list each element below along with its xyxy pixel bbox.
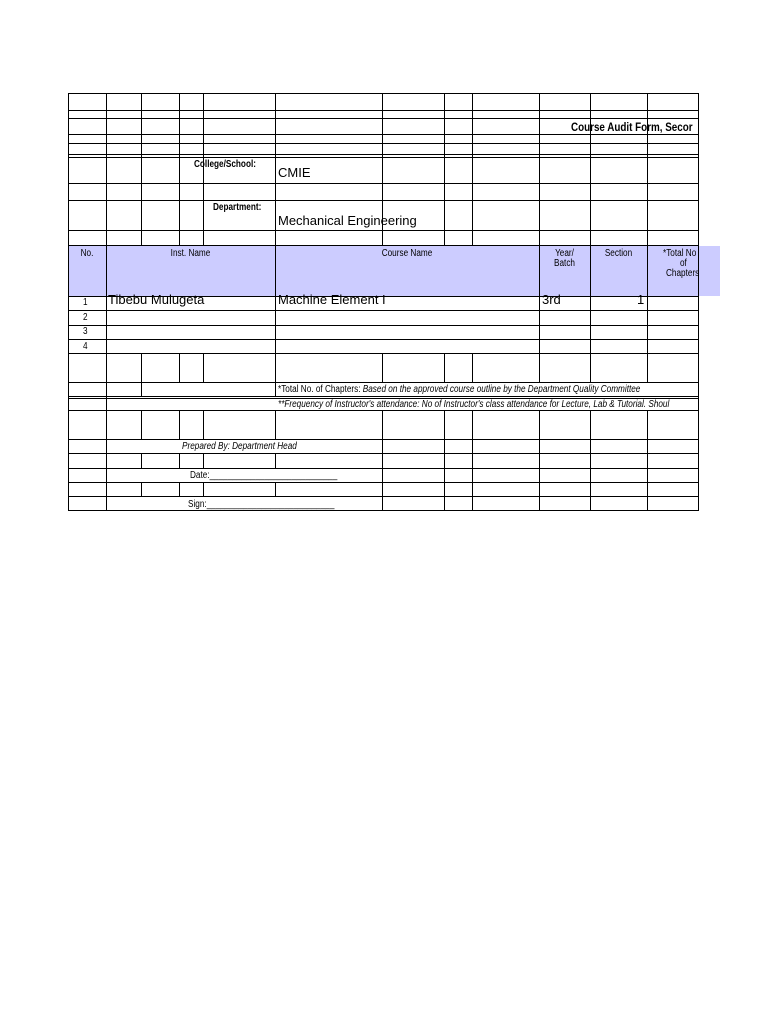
grid-vline — [141, 353, 142, 382]
grid-hline — [68, 183, 699, 184]
grid-vline — [698, 382, 699, 410]
row-1-inst-name: Tibebu Mulugeta — [108, 292, 205, 307]
grid-vline — [590, 453, 591, 468]
grid-vline — [179, 93, 180, 245]
grid-vline — [68, 453, 69, 468]
grid-vline — [539, 93, 540, 245]
grid-vline — [106, 382, 107, 410]
grid-vline — [647, 453, 648, 468]
grid-vline — [382, 439, 383, 453]
header-chapters-line1: *Total No — [663, 248, 697, 259]
date-field — [190, 470, 337, 481]
grid-vline — [203, 453, 204, 468]
grid-vline — [539, 468, 540, 482]
grid-vline — [647, 468, 648, 482]
grid-vline — [590, 93, 591, 245]
college-value: CMIE — [278, 165, 311, 180]
note-chapters — [278, 384, 640, 395]
grid-vline — [444, 453, 445, 468]
grid-vline — [179, 482, 180, 496]
grid-hline — [68, 245, 699, 246]
grid-vline — [698, 245, 699, 353]
grid-vline — [444, 93, 445, 245]
grid-vline — [698, 93, 699, 245]
grid-vline — [472, 468, 473, 482]
grid-vline — [179, 410, 180, 439]
grid-hline — [68, 510, 699, 511]
grid-vline — [698, 482, 699, 496]
grid-vline — [647, 410, 648, 439]
grid-hline — [68, 410, 699, 411]
header-section: Section — [604, 248, 633, 259]
grid-hline — [68, 353, 699, 354]
grid-hline — [68, 310, 699, 311]
department-label: Department: — [213, 202, 262, 213]
grid-vline — [68, 245, 69, 353]
form-title: Course Audit Form, Secor — [571, 120, 693, 134]
grid-vline — [444, 439, 445, 453]
note-chapters-prefix: *Total No. of Chapters: — [278, 384, 361, 395]
grid-vline — [698, 453, 699, 468]
grid-vline — [698, 496, 699, 510]
grid-vline — [444, 468, 445, 482]
grid-vline — [275, 353, 276, 382]
grid-vline — [68, 482, 69, 496]
sign-field — [188, 499, 334, 510]
grid-hline — [68, 154, 699, 155]
grid-hline — [68, 339, 699, 340]
row-3-no: 3 — [83, 326, 88, 337]
date-label: Date: — [190, 470, 210, 481]
grid-vline — [382, 410, 383, 439]
grid-hline — [68, 453, 699, 454]
row-1-section: 1 — [637, 292, 645, 307]
grid-vline — [698, 353, 699, 382]
grid-vline — [68, 93, 69, 245]
grid-vline — [275, 93, 276, 245]
department-value: Mechanical Engineering — [278, 213, 417, 228]
grid-vline — [444, 410, 445, 439]
grid-vline — [472, 410, 473, 439]
grid-vline — [106, 245, 107, 353]
grid-hline — [68, 382, 699, 383]
grid-vline — [203, 482, 204, 496]
grid-vline — [590, 410, 591, 439]
sign-label: Sign: — [188, 499, 207, 510]
grid-hline — [68, 396, 699, 397]
note-frequency: **Frequency of Instructor's attendance: No of Instructor's class attendance for Lecture, Lab & Tutorial. Shoul — [278, 399, 670, 410]
grid-vline — [275, 245, 276, 353]
grid-vline — [106, 496, 107, 510]
prepared-by: Prepared By: Department Head — [182, 441, 297, 452]
row-1-course-name: Machine Element I — [278, 292, 386, 307]
grid-vline — [698, 410, 699, 439]
grid-vline — [590, 468, 591, 482]
grid-vline — [590, 353, 591, 382]
row-1-year: 3rd — [542, 292, 561, 307]
grid-hline — [68, 110, 699, 111]
grid-vline — [141, 382, 142, 396]
grid-vline — [539, 353, 540, 382]
grid-vline — [275, 453, 276, 468]
note-chapters-text: Based on the approved course outline by the Department Quality Committee — [362, 384, 641, 395]
grid-vline — [179, 353, 180, 382]
grid-vline — [590, 496, 591, 510]
grid-vline — [382, 353, 383, 382]
grid-vline — [106, 93, 107, 245]
grid-hline — [68, 157, 699, 158]
grid-vline — [472, 93, 473, 245]
grid-vline — [647, 496, 648, 510]
grid-vline — [275, 382, 276, 396]
grid-vline — [68, 439, 69, 453]
header-chapters-line2: of — [680, 258, 687, 269]
grid-hline — [68, 93, 699, 94]
grid-vline — [590, 439, 591, 453]
grid-vline — [539, 439, 540, 453]
grid-vline — [68, 468, 69, 482]
grid-vline — [444, 482, 445, 496]
grid-vline — [68, 496, 69, 510]
header-inst-name: Inst. Name — [170, 248, 211, 259]
grid-vline — [106, 468, 107, 482]
grid-vline — [539, 245, 540, 353]
sign-underline: ____________________________ — [206, 499, 335, 510]
grid-hline — [68, 200, 699, 201]
grid-vline — [698, 468, 699, 482]
grid-vline — [141, 482, 142, 496]
grid-vline — [141, 410, 142, 439]
grid-vline — [590, 245, 591, 353]
grid-vline — [472, 496, 473, 510]
header-no: No. — [80, 248, 94, 259]
grid-hline — [68, 118, 699, 119]
grid-vline — [472, 453, 473, 468]
grid-vline — [472, 482, 473, 496]
college-label: College/School: — [194, 159, 256, 170]
grid-vline — [106, 410, 107, 439]
grid-hline — [68, 468, 699, 469]
grid-vline — [68, 410, 69, 439]
grid-vline — [382, 496, 383, 510]
row-4-no: 4 — [83, 341, 88, 352]
grid-vline — [106, 453, 107, 468]
grid-vline — [106, 439, 107, 453]
grid-vline — [647, 482, 648, 496]
header-course-name: Course Name — [381, 248, 433, 259]
grid-vline — [106, 353, 107, 382]
grid-vline — [539, 453, 540, 468]
grid-hline — [68, 143, 699, 144]
grid-vline — [382, 468, 383, 482]
grid-vline — [647, 245, 648, 353]
grid-hline — [68, 230, 699, 231]
grid-vline — [203, 353, 204, 382]
grid-vline — [444, 496, 445, 510]
grid-hline — [68, 439, 699, 440]
grid-vline — [68, 353, 69, 382]
grid-vline — [647, 93, 648, 245]
grid-vline — [141, 93, 142, 245]
grid-vline — [179, 453, 180, 468]
grid-vline — [539, 410, 540, 439]
grid-vline — [203, 410, 204, 439]
header-year-line1: Year/ — [555, 248, 574, 259]
grid-vline — [698, 439, 699, 453]
grid-vline — [444, 353, 445, 382]
grid-vline — [68, 382, 69, 410]
grid-vline — [275, 482, 276, 496]
grid-vline — [382, 482, 383, 496]
row-2-no: 2 — [83, 312, 88, 323]
grid-vline — [472, 439, 473, 453]
header-year-line2: Batch — [554, 258, 575, 269]
grid-vline — [382, 453, 383, 468]
date-underline: ____________________________ — [209, 470, 338, 481]
grid-vline — [647, 353, 648, 382]
grid-vline — [106, 482, 107, 496]
grid-vline — [590, 482, 591, 496]
grid-hline — [68, 325, 699, 326]
header-chapters-line3: Chapters — [666, 268, 700, 279]
grid-vline — [539, 496, 540, 510]
grid-vline — [141, 453, 142, 468]
grid-hline — [68, 496, 699, 497]
row-1-no: 1 — [83, 297, 88, 308]
grid-vline — [472, 353, 473, 382]
grid-hline — [68, 482, 699, 483]
grid-vline — [539, 482, 540, 496]
grid-vline — [647, 439, 648, 453]
grid-vline — [275, 410, 276, 439]
